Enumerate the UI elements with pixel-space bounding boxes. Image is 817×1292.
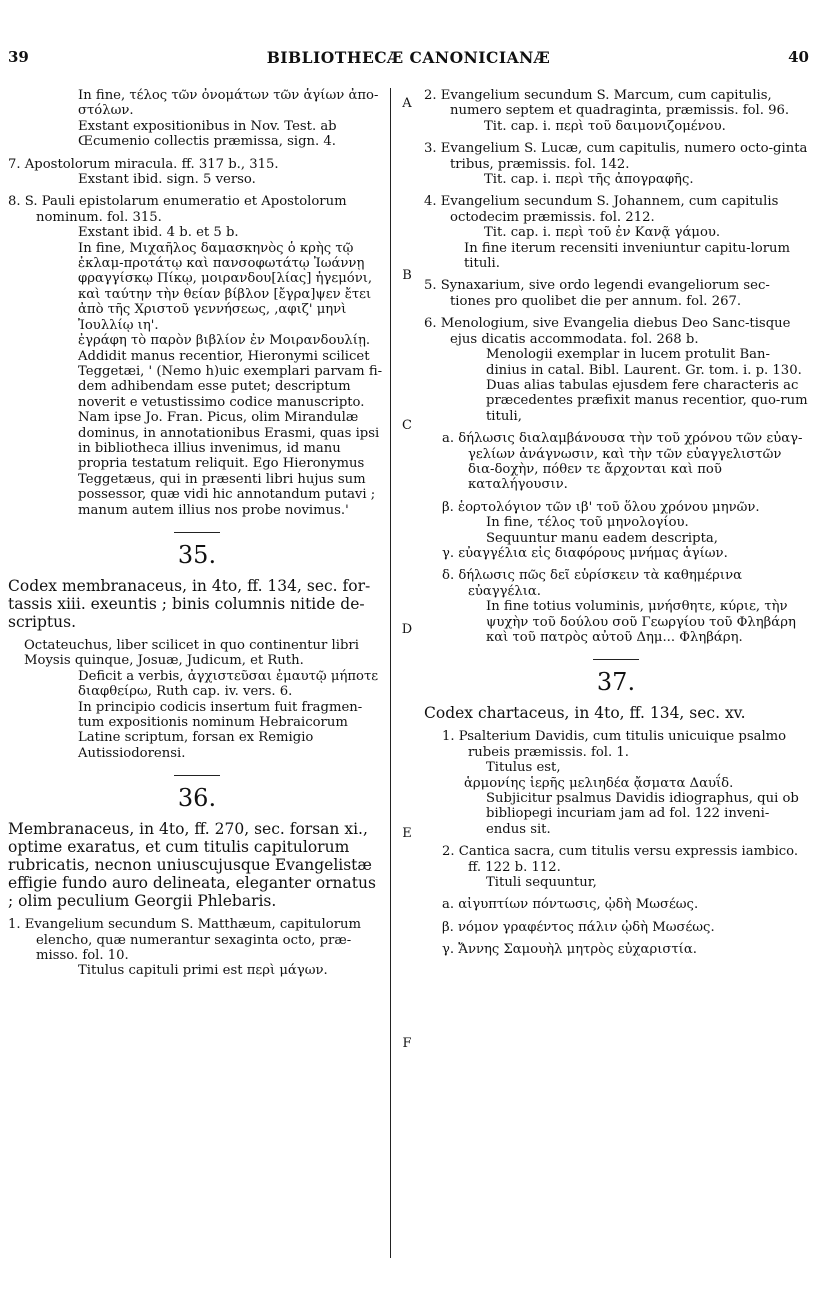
margin-letter-b: B bbox=[402, 268, 412, 283]
list-item: 2. Cantica sacra, cum titulis versu expressis iambico. ff. 122 b. 112. bbox=[442, 844, 799, 875]
margin-letter-a: A bbox=[402, 96, 412, 111]
margin-letter-f: F bbox=[402, 1036, 412, 1051]
text-block: Deficit a verbis, ἀγχιστεῦσαι ἐμαυτῷ μήποτε διαφθείρω, Ruth cap. iv. vers. 6. bbox=[78, 668, 379, 700]
list-item: 2. Evangelium secundum S. Marcum, cum capitulis, numero septem et quadraginta, præmissis. fol. 96. bbox=[424, 88, 790, 119]
codex-number: 36. bbox=[177, 784, 217, 813]
text-block: In fine totius voluminis, μνήσθητε, κύριε, τὴν ψυχὴν τοῦ δούλου σοῦ Γεωργίου τοῦ Φληβάρη καὶ τοῦ πατρὸς αὐτοῦ Δημ... Φληβάρη. bbox=[486, 599, 796, 645]
list-item: 4. Evangelium secundum S. Johannem, cum capitulis octodecim præmissis. fol. 212. bbox=[424, 194, 779, 225]
greek-colophon: In fine, Μιχαῆλος δαμασκηνὸς ὁ κρὴς τῷ ἐκλαμ-προτάτῳ καὶ πανσοφωτάτῳ Ἰωάννῃ φραγγίσκῳ Πίκῳ, μοιρανδου[λίας] ἡγεμόνι, καὶ ταύτην τὴν θείαν βίβλον [ἔγρα]ψεν ἔτει ἀπὸ τῆς Χριστοῦ γεννήσεως, ,αφιζ' μηνὶ Ἰουλλίῳ ιη'. bbox=[78, 240, 373, 333]
list-item: 3. Evangelium S. Lucæ, cum capitulis, numero octo-ginta tribus, præmissis. fol. 142. bbox=[424, 141, 808, 172]
text-block: Sequuntur manu eadem descripta, bbox=[486, 530, 718, 546]
margin-letter-e: E bbox=[402, 826, 412, 841]
text-block: Subjicitur psalmus Davidis idiographus, qui ob bibliopegi incuriam jam ad fol. 122 inveni-endus sit. bbox=[486, 791, 799, 837]
greek-item: γ. Ἄννης Σαμουὴλ μητρὸς εὐχαριστία. bbox=[442, 942, 697, 958]
greek-item: a. αἰγυπτίων πόντωσις, ᾠδὴ Μωσέως. bbox=[442, 897, 699, 913]
list-item: 6. Menologium, sive Evangelia diebus Deo Sanc-tisque ejus dicatis accommodata. fol. 268 b. bbox=[424, 316, 791, 347]
right-page-number: 40 bbox=[788, 48, 809, 66]
margin-letter-c: C bbox=[402, 418, 412, 433]
codex-title: Codex membranaceus, in 4to, ff. 134, sec. for-tassis xiii. exeuntis ; binis columnis nitide de-scriptus. bbox=[8, 576, 371, 631]
greek-line: ἁρμονίης ἱερῆς μελιηδέα ᾄσματα Δαυΐδ. bbox=[464, 775, 734, 791]
list-item: 8. S. Pauli epistolarum enumeratio et Apostolorum nominum. fol. 315. bbox=[8, 194, 347, 225]
text-block: Exstant expositionibus in Nov. Test. ab Œcumenio collectis præmissa, sign. 4. bbox=[78, 118, 337, 150]
greek-item: a. δήλωσις διαλαμβάνουσα τὴν τοῦ χρόνου τῶν εὐαγ-γελίων ἀνάγνωσιν, καὶ τὴν τῶν εὐαγγελιστῶν δια-δοχὴν, πόθεν τε ἄρχονται καὶ ποῦ καταλήγουσιν. bbox=[442, 431, 803, 493]
list-item: 1. Psalterium Davidis, cum titulis unicuique psalmo rubeis præmissis. fol. 1. bbox=[442, 729, 787, 760]
greek-item: β. ἑορτολόγιον τῶν ιβ' τοῦ ὅλου χρόνου μηνῶν. bbox=[442, 499, 760, 515]
margin-letter-d: D bbox=[401, 622, 413, 637]
list-item: 1. Evangelium secundum S. Matthæum, capitulorum elencho, quæ numerantur sexaginta octo, præ-misso. fol. 10. bbox=[8, 917, 361, 964]
text-block: In fine, τέλος τῶν ὀνομάτων τῶν ἁγίων ἀπο-στόλων. bbox=[78, 88, 379, 119]
text-block: Menologii exemplar in lucem protulit Ban-dinius in catal. Bibl. Laurent. Gr. tom. i. p. 130. bbox=[486, 347, 802, 378]
codex-title: Membranaceus, in 4to, ff. 270, sec. forsan xi., optime exaratus, et cum titulis capitulorum rubricatis, necnon uniuscujusque Evangelistæ effigie fundo auro delineata, eleganter ornatus ; olim peculium Georgii Phlebaris. bbox=[8, 820, 376, 911]
greek-item: β. νόμον γραφέντος πάλιν ᾠδὴ Μωσέως. bbox=[442, 919, 715, 935]
list-item: 7. Apostolorum miracula. ff. 317 b., 315. bbox=[8, 156, 279, 172]
text-block: Tit. cap. i. περὶ τῆς ἀπογραφῆς. bbox=[484, 172, 694, 188]
text-block: Octateuchus, liber scilicet in quo continentur libri Moysis quinque, Josuæ, Judicum, et Ruth. bbox=[24, 637, 359, 669]
right-column bbox=[424, 88, 808, 958]
codex-number: 35. bbox=[177, 540, 217, 569]
left-page-number: 39 bbox=[8, 48, 29, 66]
text-block: Duas alias tabulas ejusdem fere characteris ac præcedentes præfixit manus recentior, quo-rum tituli, bbox=[486, 377, 808, 424]
text-block: Titulus capituli primi est περὶ μάγων. bbox=[78, 963, 328, 979]
text-block: Tit. cap. i. περὶ τοῦ ἐν Κανᾷ γάμου. bbox=[484, 225, 721, 241]
running-title: BIBLIOTHECÆ CANONICIANÆ bbox=[266, 48, 551, 67]
greek-item: δ. δήλωσις πῶς δεῖ εὑρίσκειν τὰ καθημέρινα εὐαγγέλια. bbox=[442, 568, 743, 599]
text-block: Tit. cap. i. περὶ τοῦ δαιμονιζομένου. bbox=[484, 118, 726, 134]
text-block: Tituli sequuntur, bbox=[486, 875, 597, 891]
text-block: Exstant ibid. sign. 5 verso. bbox=[78, 172, 256, 188]
text-block: Exstant ibid. 4 b. et 5 b. bbox=[78, 225, 239, 241]
text-block: In principio codicis insertum fuit fragmen-tum expositionis nominum Hebraicorum Latine scriptum, forsan ex Remigio Autissiodorensi. bbox=[78, 699, 363, 761]
codex-title: Codex chartaceus, in 4to, ff. 134, sec. xv. bbox=[424, 704, 746, 723]
margin-letters bbox=[391, 88, 423, 1258]
text-block: Addidit manus recentior, Hieronymi scilicet Teggetæi, ' (Nemo h)uic exemplari parvam fi-dem adhibendam esse putet; descriptum noverit e vetustissimo codice manuscripto. Nam ipse Jo. Fran. Picus, olim Mirandulæ dominus, in annotationibus Erasmi, quas ipsi in bibliotheca illius invenimus, id manu propria testatum reliquit. Ego Hieronymus Teggetæus, qui in præsenti libri hujus sum possessor, quæ vidi hic annotandum putavi ; manum autem illius nos probe novimus.' bbox=[78, 348, 383, 518]
left-column bbox=[8, 88, 386, 979]
text-block: Titulus est, bbox=[486, 760, 561, 776]
greek-line: ἐγράφη τὸ παρὸν βιβλίον ἐν Μοιρανδουλίῃ. bbox=[78, 333, 371, 349]
greek-item: γ. εὐαγγέλια εἰς διαφόρους μνήμας ἁγίων. bbox=[442, 545, 728, 561]
text-block: In fine, τέλος τοῦ μηνολογίου. bbox=[486, 515, 689, 531]
codex-number: 37. bbox=[596, 668, 636, 697]
page-header bbox=[0, 50, 817, 72]
text-block: In fine iterum recensiti inveniuntur capitu-lorum tituli. bbox=[464, 240, 791, 272]
list-item: 5. Synaxarium, sive ordo legendi evangeliorum sec-tiones pro quolibet die per annum. fol. 267. bbox=[424, 278, 770, 309]
